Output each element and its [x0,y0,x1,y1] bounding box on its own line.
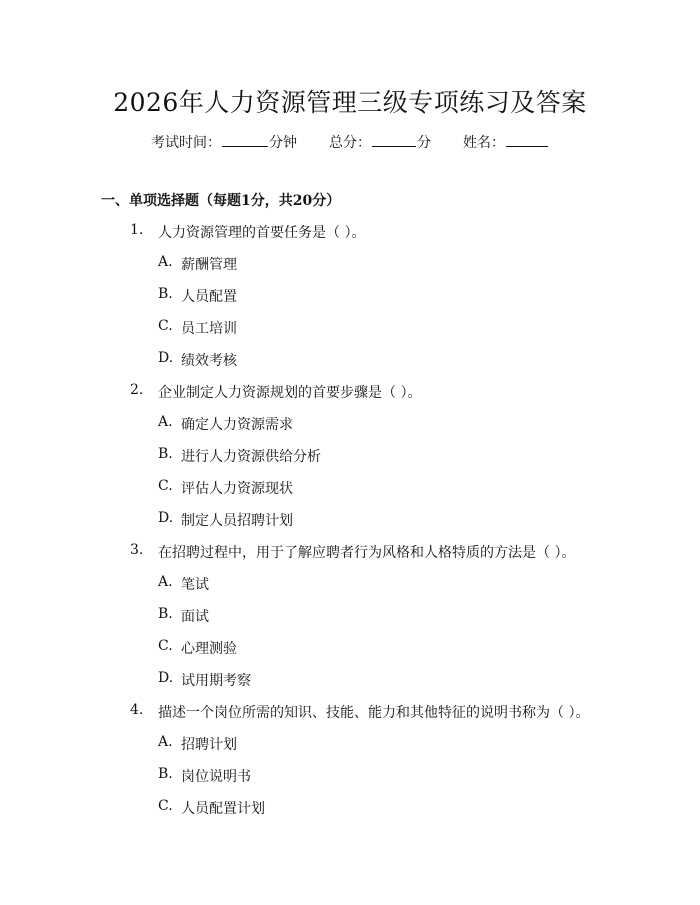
page-title: 2026年人力资源管理三级专项练习及答案 [113,88,587,117]
option-letter: D. [158,350,174,366]
answer-option [0,606,700,638]
option-letter: B. [158,606,173,622]
answer-option [0,574,700,606]
option-text: 试用期考察 [181,673,251,689]
option-letter: B. [158,766,173,782]
answer-option [0,414,700,446]
question-number: 2. [130,382,144,398]
option-letter: A. [158,574,173,590]
question-text: 在招聘过程中，用于了解应聘者行为风格和人格特质的方法是（ ）。 [158,545,576,561]
question-text: 人力资源管理的首要任务是（ ）。 [158,225,366,241]
option-text: 人员配置 [181,289,237,305]
answer-option [0,478,700,510]
option-letter: B. [158,446,173,462]
option-text: 面试 [181,609,209,625]
option-letter: D. [158,670,174,686]
question-text: 描述一个岗位所需的知识、技能、能力和其他特征的说明书称为（ ）。 [158,705,590,721]
option-letter: D. [158,510,174,526]
question-number: 1. [130,222,144,238]
answer-option [0,766,700,798]
exam-time-field [151,132,297,152]
option-text: 制定人员招聘计划 [181,513,293,529]
total-score-field [329,132,431,152]
option-text: 招聘计划 [181,737,237,753]
section-heading: 一、单项选择题（每题1分，共20分） [101,193,341,209]
question-number: 4. [130,702,144,718]
answer-option [0,798,700,830]
total-score-blank [372,132,416,147]
question-item [0,222,700,254]
answer-option [0,254,700,286]
option-text: 员工培训 [181,321,237,337]
answer-option [0,734,700,766]
answer-option [0,446,700,478]
student-name-label: 姓名： [463,135,505,151]
student-name-field [463,132,549,152]
option-text: 笔试 [181,577,209,593]
option-letter: A. [158,734,173,750]
question-item [0,382,700,414]
answer-option [0,286,700,318]
option-letter: C. [158,318,173,334]
answer-option [0,670,700,702]
option-text: 评估人力资源现状 [181,481,293,497]
total-score-label: 总分： [329,135,371,151]
question-number: 3. [130,542,144,558]
option-letter: A. [158,254,173,270]
question-item [0,542,700,574]
option-text: 心理测验 [181,641,237,657]
option-text: 薪酬管理 [181,257,237,273]
answer-option [0,510,700,542]
question-text: 企业制定人力资源规划的首要步骤是（ ）。 [158,385,422,401]
option-text: 进行人力资源供给分析 [181,449,321,465]
option-text: 绩效考核 [181,353,237,369]
option-text: 人员配置计划 [181,801,265,817]
option-letter: C. [158,638,173,654]
question-item [0,702,700,734]
answer-option [0,350,700,382]
option-text: 岗位说明书 [181,769,251,785]
option-letter: A. [158,414,173,430]
question-list [0,222,700,830]
answer-option [0,638,700,670]
student-name-blank [506,132,548,147]
exam-meta-line [0,132,700,152]
exam-time-blank [222,132,268,147]
total-score-unit: 分 [417,135,431,151]
option-letter: B. [158,286,173,302]
exam-time-unit: 分钟 [269,135,297,151]
option-text: 确定人力资源需求 [181,417,293,433]
option-letter: C. [158,798,173,814]
exam-time-label: 考试时间： [151,135,221,151]
answer-option [0,318,700,350]
option-letter: C. [158,478,173,494]
